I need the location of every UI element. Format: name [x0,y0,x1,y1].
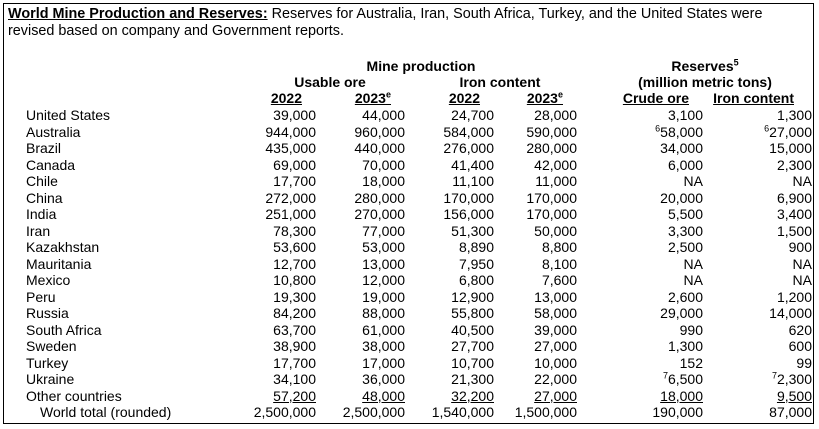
country-name: Russia [26,305,69,321]
reserves-crude-ore: 990 [679,321,703,338]
country-name: Turkey [26,354,69,371]
reserves-iron-content: 1,200 [776,288,812,305]
usable-2022: 272,000 [265,189,316,206]
country-name: Brazil [26,140,62,156]
usable-2023: 13,000 [362,255,405,272]
usable-ore-header: Usable ore [294,74,366,90]
reserves-iron-content: 99 [796,354,812,371]
usable-2023: 53,000 [362,239,405,255]
iron-2023: 170,000 [526,206,577,222]
reserves-crude-ore: 2,600 [667,288,703,305]
reserves-iron-content: 9,500 [776,387,812,404]
reserves-iron-content: NA [792,173,812,189]
usable-2023: 18,000 [362,173,405,189]
usable-2023: 36,000 [362,371,405,387]
table-row [26,322,812,339]
iron-2022: 32,200 [451,387,494,404]
iron-2022: 8,890 [458,239,494,255]
usable-2022: 944,000 [265,123,316,140]
usable-2023: 70,000 [362,156,405,173]
country-name: Other countries [26,387,122,404]
country-name: Sweden [26,338,77,354]
iron-2023: 8,100 [541,255,577,272]
reserves-iron-content: 2,300 [776,156,812,173]
iron-2023: 280,000 [526,140,577,156]
table-row [26,223,812,240]
usable-2022: 251,000 [265,206,316,222]
usable-2023: 88,000 [362,305,405,321]
iron-2022: 10,700 [451,354,494,371]
reserves-iron-content: 1,300 [776,107,812,123]
usable-2022: 2,500,000 [253,404,316,420]
reserves-iron-content: 1,500 [776,222,812,239]
reserves-crude-ore: NA [683,272,703,288]
reserves-iron-content: NA [792,272,812,288]
intro-text: Reserves for Australia, Iran, South Africa, Turkey, and the United States were revised based on company and Government reports. [8,6,763,39]
col-iron-2022: 2022 [448,90,480,106]
usable-2022: 10,800 [273,272,316,288]
iron-2022: 6,800 [458,272,494,288]
table-row [26,404,812,421]
country-name: United States [26,107,111,123]
iron-2022: 7,950 [458,255,494,272]
reserves-crude-ore: 3,100 [667,107,703,123]
iron-2022: 276,000 [443,140,494,156]
reserves-iron-content: 6,900 [776,189,812,206]
table-row [26,305,812,322]
iron-2022: 41,400 [451,156,494,173]
reserves-crude-ore: 190,000 [652,404,703,420]
table-row [26,256,812,273]
country-name: Peru [26,288,56,305]
iron-2023: 170,000 [526,189,577,206]
usable-2022: 19,300 [273,288,316,305]
usable-2022: 17,700 [273,173,316,189]
table-row [26,355,812,372]
usable-2022: 63,700 [273,321,316,338]
iron-2023: 11,000 [535,173,577,189]
usable-2022: 435,000 [265,140,316,156]
country-name: Mexico [26,272,71,288]
usable-2023: 17,000 [362,354,405,371]
country-name: Chile [26,173,58,189]
table-row [26,388,812,405]
reserves-iron-content: 900 [788,239,812,255]
reserves-iron-content: 14,000 [769,305,812,321]
table-row [26,289,812,306]
usable-2023: 48,000 [362,387,405,404]
country-name: Mauritania [26,255,92,272]
usable-2022: 57,200 [273,387,316,404]
usable-2023: 12,000 [362,272,405,288]
table-row [26,206,812,223]
reserves-iron-content: $^7$2,300 [771,370,812,387]
reserves-crude-ore: 29,000 [660,305,703,321]
iron-2023: 7,600 [541,272,577,288]
iron-2023: 27,000 [534,338,577,354]
reserves-crude-ore: 5,500 [667,206,703,222]
table-row [26,140,812,157]
usable-2023: 77,000 [362,222,405,239]
reserves-crude-ore: 3,300 [667,222,703,239]
usable-2022: 34,100 [273,371,316,387]
table-row [26,157,812,174]
iron-2023: 28,000 [534,107,577,123]
iron-content-header: Iron content [459,74,541,90]
iron-2022: 156,000 [443,206,494,222]
reserves-iron-content: 620 [788,321,812,338]
iron-2022: 170,000 [443,189,494,206]
table-row [26,107,812,124]
intro-note [8,6,808,39]
usable-2022: 84,200 [273,305,316,321]
iron-2022: 51,300 [451,222,494,239]
usable-2022: 39,000 [273,107,316,123]
reserves-crude-ore: $^7$6,500 [662,370,703,387]
iron-2022: 40,500 [451,321,494,338]
mine-production-header: Mine production [366,58,476,74]
iron-2022: 1,540,000 [431,404,494,420]
reserves-iron-content: 15,000 [769,140,812,156]
production-table [26,107,812,421]
iron-2023: 13,000 [534,288,577,305]
table-row [26,124,812,141]
reserves-crude-ore: 152 [679,354,703,371]
usable-2023: 19,000 [362,288,405,305]
table-row [26,239,812,256]
usable-2022: 69,000 [273,156,316,173]
reserves-crude-ore: NA [683,173,703,189]
reserves-crude-ore: 18,000 [660,387,703,404]
iron-2022: 11,100 [452,173,494,189]
iron-2022: 12,900 [451,288,494,305]
usable-2023: 44,000 [362,107,405,123]
iron-2023: 58,000 [534,305,577,321]
country-name: Iran [26,222,51,239]
iron-2022: 21,300 [451,371,494,387]
reserves-header: Reserves$^5$ [671,57,739,74]
col-iron-content-reserves: Iron content [713,90,794,106]
iron-2022: 24,700 [451,107,494,123]
usable-2023: 2,500,000 [342,404,405,420]
usable-2022: 78,300 [273,222,316,239]
reserves-crude-ore: $^6$58,000 [655,122,703,140]
reserves-iron-content: 600 [788,338,812,354]
table-row [26,173,812,190]
col-crude-ore: Crude ore [622,90,689,106]
iron-2023: 39,000 [534,321,577,338]
iron-2023: 8,800 [541,239,577,255]
col-usable-2023e: 2023e [354,89,391,106]
usable-2023: 280,000 [354,189,405,206]
country-name: India [26,206,57,222]
reserves-crude-ore: 20,000 [660,189,703,206]
country-name: World total (rounded) [40,404,172,420]
reserves-iron-content: $^6$27,000 [764,122,812,140]
country-name: Ukraine [26,371,75,387]
iron-2022: 584,000 [443,123,494,140]
reserves-iron-content: 3,400 [776,206,812,222]
iron-2022: 27,700 [451,338,494,354]
country-name: China [26,189,63,206]
iron-2022: 55,800 [451,305,494,321]
iron-2023: 22,000 [534,371,577,387]
iron-2023: 27,000 [534,387,577,404]
iron-2023: 42,000 [534,156,577,173]
reserves-crude-ore: 6,000 [667,156,703,173]
usable-2023: 38,000 [362,338,405,354]
reserves-crude-ore: 1,300 [667,338,703,354]
usable-2023: 270,000 [354,206,405,222]
iron-2023: 10,000 [534,354,577,371]
country-name: Kazakhstan [26,239,100,255]
iron-2023: 50,000 [534,222,577,239]
table-row [26,338,812,355]
country-name: Canada [26,156,76,173]
reserves-iron-content: NA [792,255,812,272]
usable-2023: 61,000 [362,321,405,338]
country-name: South Africa [26,321,102,338]
iron-2023: 1,500,000 [514,404,577,420]
reserves-iron-content: 87,000 [769,404,812,420]
usable-2022: 38,900 [273,338,316,354]
col-iron-2023e: 2023e [526,89,563,106]
reserves-units: (million metric tons) [638,74,772,90]
usable-2023: 960,000 [354,123,405,140]
usable-2022: 17,700 [273,354,316,371]
section-title: World Mine Production and Reserves: [8,6,268,22]
reserves-crude-ore: 34,000 [660,140,703,156]
usable-2022: 12,700 [273,255,316,272]
table-row [26,371,812,388]
table-row [26,190,812,207]
table-row [26,272,812,289]
reserves-crude-ore: NA [683,255,703,272]
usable-2022: 53,600 [273,239,316,255]
usable-2023: 440,000 [354,140,405,156]
col-usable-2022: 2022 [270,90,302,106]
iron-2023: 590,000 [526,123,577,140]
country-name: Australia [26,123,81,140]
reserves-crude-ore: 2,500 [667,239,703,255]
